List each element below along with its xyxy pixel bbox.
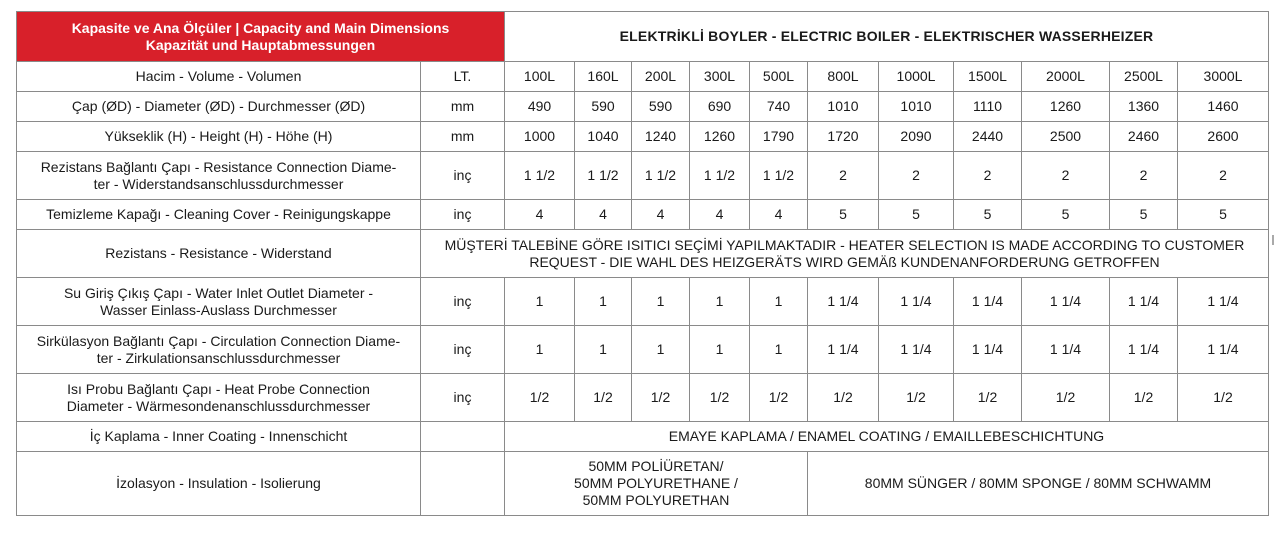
unit-cell: mm	[421, 122, 505, 152]
value-cell: 2500L	[1110, 62, 1178, 92]
row-label-line: ter - Widerstandsanschlussdurchmesser	[93, 175, 344, 192]
value-cell: 5	[1110, 200, 1178, 230]
value-cell: 1 1/2	[632, 152, 690, 200]
value-cell: 1 1/4	[1022, 278, 1110, 326]
value-cell: 1 1/4	[879, 278, 954, 326]
row-label-line: Wasser Einlass-Auslass Durchmesser	[100, 301, 337, 318]
resistance-note	[421, 230, 1269, 278]
value-cell: 1110	[954, 92, 1022, 122]
water-inlet-row	[17, 278, 1269, 326]
row-label: Yükseklik (H) - Height (H) - Höhe (H)	[17, 122, 421, 152]
value-cell: 1	[690, 326, 750, 374]
value-cell: 1260	[1022, 92, 1110, 122]
cleaning-cover-row	[17, 200, 1269, 230]
table-title-line: Kapasite ve Ana Ölçüler | Capacity and Main Dimensions	[71, 19, 450, 36]
empty-cell	[421, 422, 505, 452]
value-cell: 2000L	[1022, 62, 1110, 92]
value-cell: 1 1/4	[1178, 278, 1269, 326]
value-cell: 2500	[1022, 122, 1110, 152]
value-cell: 1260	[690, 122, 750, 152]
heat-probe-row	[17, 374, 1269, 422]
value-cell: 1 1/2	[505, 152, 575, 200]
value-cell: 1	[750, 326, 808, 374]
insulation-line: 50MM POLYURETHAN	[582, 492, 730, 508]
value-cell: 1 1/4	[1110, 326, 1178, 374]
row-label-line: Isı Probu Bağlantı Çapı - Heat Probe Connection	[67, 380, 370, 397]
value-cell: 3000L	[1178, 62, 1269, 92]
value-cell: 1	[632, 278, 690, 326]
value-cell: 2	[954, 152, 1022, 200]
value-cell: 4	[632, 200, 690, 230]
value-cell: 1720	[808, 122, 879, 152]
value-cell: 100L	[505, 62, 575, 92]
value-cell: 300L	[690, 62, 750, 92]
value-cell: 2	[879, 152, 954, 200]
value-cell: 1/2	[750, 374, 808, 422]
unit-cell: inç	[421, 326, 505, 374]
unit-cell: inç	[421, 278, 505, 326]
value-cell: 2	[1110, 152, 1178, 200]
value-cell: 1 1/4	[808, 326, 879, 374]
value-cell: 1	[505, 278, 575, 326]
row-label: Çap (ØD) - Diameter (ØD) - Durchmesser (ØD)	[17, 92, 421, 122]
resistance-note-line: REQUEST - DIE WAHL DES HEIZGERÄTS WIRD GEMÄß KUNDENANFORDERUNG GETROFFEN	[529, 253, 1160, 270]
value-cell: 1 1/4	[1022, 326, 1110, 374]
empty-cell	[421, 452, 505, 516]
value-cell: 1 1/4	[1178, 326, 1269, 374]
diameter-row	[17, 92, 1269, 122]
value-cell: 1 1/4	[808, 278, 879, 326]
unit-cell: LT.	[421, 62, 505, 92]
insulation-large-value: 80MM SÜNGER / 80MM SPONGE / 80MM SCHWAMM	[808, 452, 1269, 516]
value-cell: 1 1/2	[690, 152, 750, 200]
value-cell: 4	[690, 200, 750, 230]
value-cell: 5	[954, 200, 1022, 230]
value-cell: 1 1/4	[1110, 278, 1178, 326]
value-cell: 490	[505, 92, 575, 122]
value-cell: 1	[505, 326, 575, 374]
value-cell: 5	[1178, 200, 1269, 230]
value-cell: 1 1/2	[750, 152, 808, 200]
row-label	[17, 374, 421, 422]
resistance-row	[17, 230, 1269, 278]
row-label: Hacim - Volume - Volumen	[17, 62, 421, 92]
row-label-line: Su Giriş Çıkış Çapı - Water Inlet Outlet Diameter -	[63, 284, 374, 301]
value-cell: 1/2	[1178, 374, 1269, 422]
row-label: İzolasyon - Insulation - Isolierung	[17, 452, 421, 516]
coating-value: EMAYE KAPLAMA / ENAMEL COATING / EMAILLEBESCHICHTUNG	[505, 422, 1269, 452]
value-cell: 4	[505, 200, 575, 230]
value-cell: 160L	[575, 62, 632, 92]
value-cell: 690	[690, 92, 750, 122]
unit-cell: inç	[421, 200, 505, 230]
value-cell: 800L	[808, 62, 879, 92]
value-cell: 1 1/4	[954, 278, 1022, 326]
resistance-connection-row	[17, 152, 1269, 200]
value-cell: 740	[750, 92, 808, 122]
value-cell: 5	[879, 200, 954, 230]
height-row	[17, 122, 1269, 152]
value-cell: 5	[1022, 200, 1110, 230]
value-cell: 1	[632, 326, 690, 374]
table-title-line: Kapazität und Hauptabmessungen	[145, 36, 376, 53]
value-cell: 1/2	[632, 374, 690, 422]
unit-cell: inç	[421, 374, 505, 422]
value-cell: 1	[575, 326, 632, 374]
unit-cell: mm	[421, 92, 505, 122]
value-cell: 1000L	[879, 62, 954, 92]
value-cell: 1	[575, 278, 632, 326]
value-cell: 2090	[879, 122, 954, 152]
value-cell: 1/2	[879, 374, 954, 422]
table-title	[17, 12, 505, 62]
value-cell: 1010	[879, 92, 954, 122]
value-cell: 2	[1178, 152, 1269, 200]
value-cell: 1/2	[1110, 374, 1178, 422]
header-row	[17, 12, 1269, 62]
value-cell: 1	[750, 278, 808, 326]
value-cell: 2	[808, 152, 879, 200]
value-cell: 4	[575, 200, 632, 230]
value-cell: 200L	[632, 62, 690, 92]
value-cell: 2440	[954, 122, 1022, 152]
value-cell: 1/2	[505, 374, 575, 422]
value-cell: 1 1/4	[879, 326, 954, 374]
volume-row	[17, 62, 1269, 92]
row-label	[17, 278, 421, 326]
insulation-row	[17, 452, 1269, 516]
product-title: ELEKTRİKLİ BOYLER - ELECTRIC BOILER - ELEKTRISCHER WASSERHEIZER	[505, 12, 1269, 62]
insulation-small-value	[505, 452, 808, 516]
value-cell: 2460	[1110, 122, 1178, 152]
row-label-line: Diameter - Wärmesondenanschlussdurchmesser	[66, 397, 371, 414]
value-cell: 1/2	[808, 374, 879, 422]
value-cell: 1 1/2	[575, 152, 632, 200]
value-cell: 4	[750, 200, 808, 230]
value-cell: 1/2	[954, 374, 1022, 422]
row-label	[17, 326, 421, 374]
value-cell: 1/2	[1022, 374, 1110, 422]
value-cell: 1000	[505, 122, 575, 152]
value-cell: 1	[690, 278, 750, 326]
value-cell: 1 1/4	[954, 326, 1022, 374]
value-cell: 1240	[632, 122, 690, 152]
row-label	[17, 152, 421, 200]
value-cell: 2	[1022, 152, 1110, 200]
value-cell: 1790	[750, 122, 808, 152]
insulation-line: 50MM POLİÜRETAN/	[588, 458, 724, 474]
value-cell: 1/2	[575, 374, 632, 422]
circulation-row	[17, 326, 1269, 374]
row-label: Rezistans - Resistance - Widerstand	[17, 230, 421, 278]
resistance-note-line: MÜŞTERİ TALEBİNE GÖRE ISITICI SEÇİMİ YAPILMAKTADIR - HEATER SELECTION IS MADE ACCORDING TO CUSTOMER	[444, 236, 1245, 253]
value-cell: 1010	[808, 92, 879, 122]
value-cell: 5	[808, 200, 879, 230]
insulation-line: 50MM POLYURETHANE /	[574, 475, 738, 491]
value-cell: 590	[632, 92, 690, 122]
capacity-dimensions-table	[16, 11, 1269, 516]
row-label: Temizleme Kapağı - Cleaning Cover - Reinigungskappe	[17, 200, 421, 230]
inner-coating-row	[17, 422, 1269, 452]
row-label-line: Sirkülasyon Bağlantı Çapı - Circulation Connection Diame-	[36, 332, 401, 349]
value-cell: 1460	[1178, 92, 1269, 122]
unit-cell: inç	[421, 152, 505, 200]
row-label-line: Rezistans Bağlantı Çapı - Resistance Connection Diame-	[40, 158, 397, 175]
value-cell: 1500L	[954, 62, 1022, 92]
value-cell: 590	[575, 92, 632, 122]
row-label-line: ter - Zirkulationsanschlussdurchmesser	[96, 349, 341, 366]
value-cell: 1/2	[690, 374, 750, 422]
value-cell: 1040	[575, 122, 632, 152]
value-cell: 1360	[1110, 92, 1178, 122]
value-cell: 2600	[1178, 122, 1269, 152]
row-label: İç Kaplama - Inner Coating - Innenschicht	[17, 422, 421, 452]
value-cell: 500L	[750, 62, 808, 92]
